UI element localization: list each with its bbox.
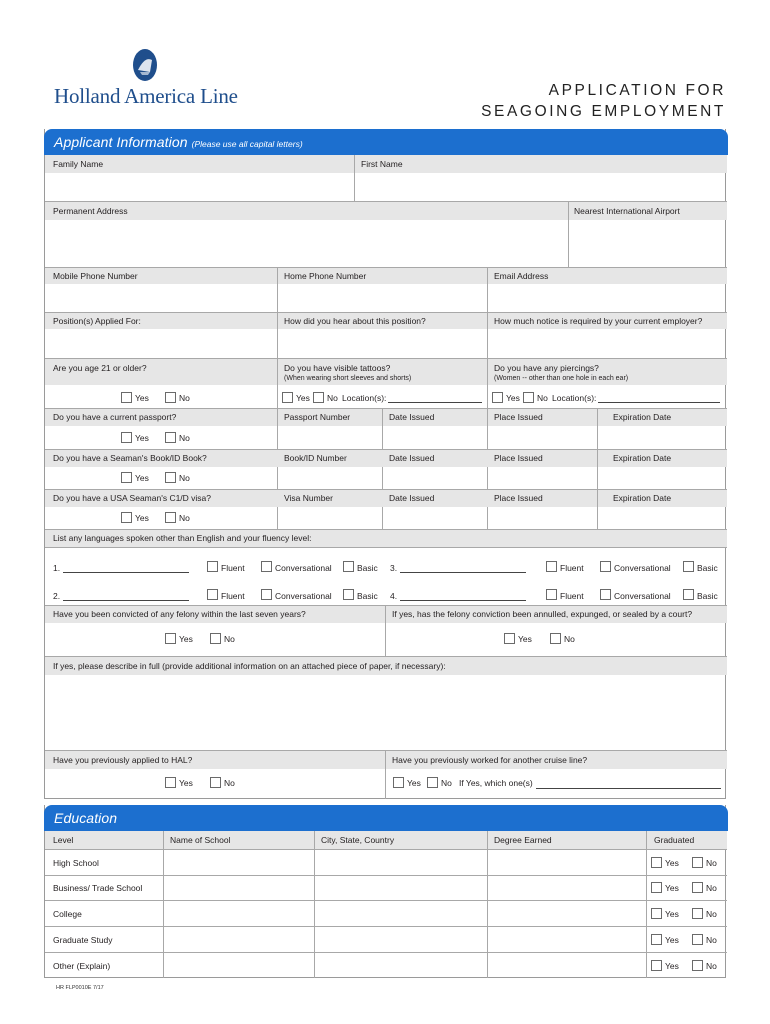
passport-no-checkbox[interactable] [165, 432, 176, 443]
language-4-field[interactable] [400, 600, 526, 601]
ship-emblem-icon [128, 48, 162, 82]
trade-school-graduated-yes-checkbox[interactable] [651, 882, 662, 893]
book-expiration-label: Expiration Date [613, 453, 672, 463]
language-1-basic-checkbox[interactable] [343, 561, 354, 572]
visa-place-issued-label: Place Issued [494, 493, 543, 503]
tattoos-note: (When wearing short sleeves and shorts) [284, 375, 412, 382]
piercings-label: Do you have any piercings? [494, 363, 599, 373]
applicant-information-section: Applicant Information (Please use all capital letters) Family Name First Name Permanent Address Nearest International Airport Mobile Phone Number Home Phone Number Email Address Position(s) Applied For: How did you hear about this position? How much notice is required by your current employer? Are you age 21 or older? Do you have visible tattoos? (When wearing short sleeves and shorts) Do you have any piercings? (Women -- other than one hole in each ear) Yes No Yes No Location(s): Yes No Location(s): Do you have a current passport? Passport Number Date Issued Place Issued Expiration Date Yes No Do you have a Seaman's Book/ID Book? Book/ID Number Date Issued Place Issued Expiration Date Yes No Do you have a USA Seaman's C1/D visa? Visa Number Date Issued Place Issued Expiration Date Yes No List any languages spoken other than English and your fluency level: 1. Fluent Conversational Basic 3. Fluent Conversational Basic 2. Fluent Conversational Basic 4. Fluent Conversational Basic Have you been convicted of any felony within the last seven years? If yes, has the felony conviction been annulled, expunged, or sealed by a court? Yes No Yes No If yes, please describe in full (provide additional information on an attached piece of paper, if necessary): Have you previously applied to HAL? Have you previously worked for another cruise line? Yes No Yes No If Yes, which one(s) [44, 129, 726, 799]
language-3-basic-checkbox[interactable] [683, 561, 694, 572]
passport-expiration-label: Expiration Date [613, 412, 672, 422]
high-school-graduated-no-checkbox[interactable] [692, 857, 703, 868]
school-header: Name of School [170, 835, 231, 845]
book-number-label: Book/ID Number [284, 453, 347, 463]
language-2-fluent-checkbox[interactable] [207, 589, 218, 600]
family-name-field[interactable] [45, 173, 354, 201]
language-4-basic-checkbox[interactable] [683, 589, 694, 600]
passport-question: Do you have a current passport? [53, 412, 177, 422]
graduate-study-graduated-no-checkbox[interactable] [692, 934, 703, 945]
graduate-study-graduated-yes-checkbox[interactable] [651, 934, 662, 945]
applied-hal-yes-checkbox[interactable] [165, 777, 176, 788]
email-field[interactable] [488, 284, 727, 312]
seaman-book-question: Do you have a Seaman's Book/ID Book? [53, 453, 207, 463]
language-3-field[interactable] [400, 572, 526, 573]
tattoos-no-checkbox[interactable] [313, 392, 324, 403]
education-level-graduate-study: Graduate Study [53, 935, 113, 945]
language-1-field[interactable] [63, 572, 189, 573]
form-code: HR FLP0010E 7/17 [56, 985, 104, 991]
visa-date-issued-label: Date Issued [389, 493, 435, 503]
which-ones-label: If Yes, which one(s) [459, 778, 533, 788]
logo [54, 48, 244, 110]
languages-question: List any languages spoken other than English and your fluency level: [53, 533, 312, 543]
education-section: Education Level Name of School City, State, Country Degree Earned Graduated High School Business/ Trade School College Graduate Study Other (Explain) Yes No Yes No Yes No Yes No Yes No [44, 805, 726, 978]
worked-cruise-yes-checkbox[interactable] [393, 777, 404, 788]
book-place-issued-label: Place Issued [494, 453, 543, 463]
felony-followup-question: If yes, has the felony conviction been annulled, expunged, or sealed by a court? [392, 609, 693, 619]
email-label: Email Address [494, 271, 549, 281]
permanent-address-label: Permanent Address [53, 206, 128, 216]
passport-yes-checkbox[interactable] [121, 432, 132, 443]
how-hear-label: How did you hear about this position? [284, 316, 426, 326]
language-3-conversational-checkbox[interactable] [600, 561, 611, 572]
worked-cruise-no-checkbox[interactable] [427, 777, 438, 788]
felony-annulled-no-checkbox[interactable] [550, 633, 561, 644]
language-4-conversational-checkbox[interactable] [600, 589, 611, 600]
notice-label: How much notice is required by your current employer? [494, 316, 703, 326]
which-cruise-lines-field[interactable] [536, 788, 721, 789]
age21-yes-checkbox[interactable] [121, 392, 132, 403]
language-1-fluent-checkbox[interactable] [207, 561, 218, 572]
high-school-graduated-yes-checkbox[interactable] [651, 857, 662, 868]
language-1-conversational-checkbox[interactable] [261, 561, 272, 572]
piercings-location-label: Location(s): [552, 393, 597, 403]
document-title: APPLICATION FOR SEAGOING EMPLOYMENT [481, 82, 726, 120]
family-name-label: Family Name [53, 159, 104, 169]
piercings-no-checkbox[interactable] [523, 392, 534, 403]
worked-cruise-question: Have you previously worked for another cruise line? [392, 755, 588, 765]
language-2-basic-checkbox[interactable] [343, 589, 354, 600]
nearest-airport-label: Nearest International Airport [574, 206, 680, 216]
visa-question: Do you have a USA Seaman's C1/D visa? [53, 493, 212, 503]
college-graduated-no-checkbox[interactable] [692, 908, 703, 919]
piercings-location-field[interactable] [598, 402, 720, 403]
permanent-address-field[interactable] [45, 220, 568, 267]
education-section-header: Education [44, 805, 728, 831]
graduated-header: Graduated [654, 835, 695, 845]
visa-expiration-label: Expiration Date [613, 493, 672, 503]
language-4-fluent-checkbox[interactable] [546, 589, 557, 600]
college-graduated-yes-checkbox[interactable] [651, 908, 662, 919]
felony-question: Have you been convicted of any felony within the last seven years? [53, 609, 306, 619]
education-level-business-trade: Business/ Trade School [53, 883, 143, 893]
felony-describe-label: If yes, please describe in full (provide additional information on an attached piece of paper, if necessary): [53, 661, 446, 671]
city-header: City, State, Country [321, 835, 395, 845]
felony-annulled-yes-checkbox[interactable] [504, 633, 515, 644]
tattoos-location-field[interactable] [388, 402, 482, 403]
passport-number-label: Passport Number [284, 412, 351, 422]
felony-description-field[interactable] [45, 675, 727, 750]
first-name-field[interactable] [355, 173, 727, 201]
language-2-field[interactable] [63, 600, 189, 601]
applicant-section-header: Applicant Information (Please use all capital letters) [44, 129, 728, 155]
visa-number-label: Visa Number [284, 493, 333, 503]
notice-field[interactable] [488, 329, 727, 358]
seaman-book-no-checkbox[interactable] [165, 472, 176, 483]
how-hear-field[interactable] [278, 329, 487, 358]
felony-no-checkbox[interactable] [210, 633, 221, 644]
applied-hal-question: Have you previously applied to HAL? [53, 755, 193, 765]
visa-yes-checkbox[interactable] [121, 512, 132, 523]
nearest-airport-field[interactable] [569, 220, 727, 267]
education-level-high-school: High School [53, 858, 99, 868]
tattoos-label: Do you have visible tattoos? [284, 363, 391, 373]
language-3-fluent-checkbox[interactable] [546, 561, 557, 572]
language-2-conversational-checkbox[interactable] [261, 589, 272, 600]
piercings-note: (Women -- other than one hole in each ear) [494, 375, 629, 382]
other-graduated-no-checkbox[interactable] [692, 960, 703, 971]
book-date-issued-label: Date Issued [389, 453, 435, 463]
positions-label: Position(s) Applied For: [53, 316, 141, 326]
age21-label: Are you age 21 or older? [53, 363, 147, 373]
other-graduated-yes-checkbox[interactable] [651, 960, 662, 971]
home-phone-field[interactable] [278, 284, 487, 312]
mobile-phone-label: Mobile Phone Number [53, 271, 138, 281]
tattoos-yes-checkbox[interactable] [282, 392, 293, 403]
passport-place-issued-label: Place Issued [494, 412, 543, 422]
education-level-other: Other (Explain) [53, 961, 111, 971]
passport-date-issued-label: Date Issued [389, 412, 435, 422]
logo-text: Holland America Line [54, 84, 238, 108]
tattoos-location-label: Location(s): [342, 393, 387, 403]
degree-header: Degree Earned [494, 835, 552, 845]
first-name-label: First Name [361, 159, 403, 169]
mobile-phone-field[interactable] [45, 284, 277, 312]
visa-no-checkbox[interactable] [165, 512, 176, 523]
piercings-yes-checkbox[interactable] [492, 392, 503, 403]
age21-no-checkbox[interactable] [165, 392, 176, 403]
level-header: Level [53, 835, 74, 845]
seaman-book-yes-checkbox[interactable] [121, 472, 132, 483]
trade-school-graduated-no-checkbox[interactable] [692, 882, 703, 893]
home-phone-label: Home Phone Number [284, 271, 367, 281]
education-level-college: College [53, 909, 82, 919]
applied-hal-no-checkbox[interactable] [210, 777, 221, 788]
felony-yes-checkbox[interactable] [165, 633, 176, 644]
positions-field[interactable] [45, 329, 277, 358]
